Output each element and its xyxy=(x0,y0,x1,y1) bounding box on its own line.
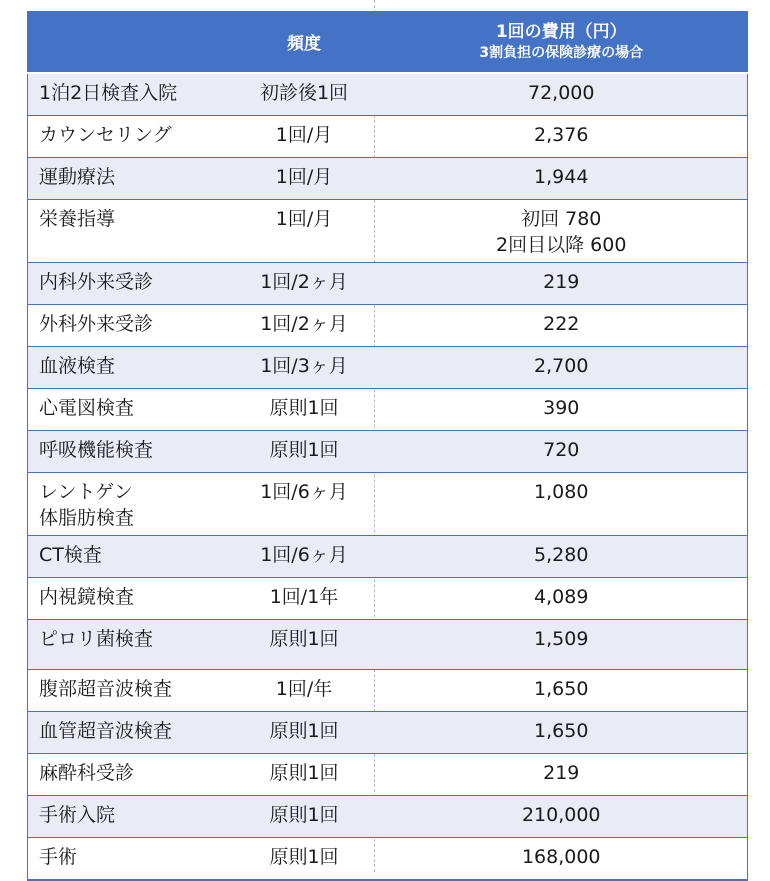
row-frequency: 原則1回 xyxy=(233,389,376,431)
header-cost-subtitle: 3割負担の保険診療の場合 xyxy=(479,44,644,61)
row-cost: 72,000 xyxy=(376,73,748,116)
table-row xyxy=(28,536,748,578)
row-name: ピロリ菌検査 xyxy=(28,620,233,670)
table-row xyxy=(28,620,748,670)
row-frequency: 原則1回 xyxy=(233,754,376,796)
row-frequency: 原則1回 xyxy=(233,431,376,473)
row-frequency: 1回/2ヶ月 xyxy=(233,305,376,347)
table-row xyxy=(28,389,748,431)
cost-table xyxy=(27,11,748,881)
row-cost: 1,650 xyxy=(376,712,748,754)
row-cost: 2,376 xyxy=(376,116,748,158)
row-cost: 4,089 xyxy=(376,578,748,620)
header-cost xyxy=(376,11,748,73)
row-cost: 210,000 xyxy=(376,796,748,838)
table-row xyxy=(28,305,748,347)
row-frequency: 1回/月 xyxy=(233,200,376,263)
row-cost xyxy=(376,200,748,263)
row-frequency: 1回/6ヶ月 xyxy=(233,536,376,578)
row-frequency: 1回/年 xyxy=(233,670,376,712)
row-frequency: 1回/2ヶ月 xyxy=(233,263,376,305)
row-frequency: 原則1回 xyxy=(233,712,376,754)
row-cost: 219 xyxy=(376,263,748,305)
row-frequency: 1回/月 xyxy=(233,158,376,200)
row-cost: 390 xyxy=(376,389,748,431)
row-frequency: 1回/1年 xyxy=(233,578,376,620)
header-name xyxy=(28,11,233,73)
row-cost: 2,700 xyxy=(376,347,748,389)
header-frequency xyxy=(233,11,376,73)
row-cost: 1,080 xyxy=(376,473,748,536)
header-frequency-label: 頻度 xyxy=(287,34,321,54)
row-name: 腹部超音波検査 xyxy=(28,670,233,712)
row-name: 麻酔科受診 xyxy=(28,754,233,796)
row-cost: 1,944 xyxy=(376,158,748,200)
table-row xyxy=(28,473,748,536)
row-name: 手術 xyxy=(28,838,233,881)
table-row xyxy=(28,73,748,116)
row-name: カウンセリング xyxy=(28,116,233,158)
row-cost: 1,650 xyxy=(376,670,748,712)
row-frequency: 原則1回 xyxy=(233,620,376,670)
header-cost-title: 1回の費用（円） xyxy=(495,21,627,42)
table-row xyxy=(28,431,748,473)
row-cost: 222 xyxy=(376,305,748,347)
table-row xyxy=(28,116,748,158)
row-cost: 720 xyxy=(376,431,748,473)
row-cost-line1: 初回 780 xyxy=(521,208,602,230)
table-row xyxy=(28,838,748,881)
row-cost-line2: 2回目以降 600 xyxy=(496,234,627,256)
table-row xyxy=(28,347,748,389)
table-row xyxy=(28,754,748,796)
row-name-line1: レントゲン xyxy=(39,481,133,503)
row-name xyxy=(28,473,233,536)
row-name: 内視鏡検査 xyxy=(28,578,233,620)
row-name: 血管超音波検査 xyxy=(28,712,233,754)
row-name: 内科外来受診 xyxy=(28,263,233,305)
row-name: 外科外来受診 xyxy=(28,305,233,347)
row-name: 栄養指導 xyxy=(28,200,233,263)
row-cost: 5,280 xyxy=(376,536,748,578)
row-name-line2: 体脂肪検査 xyxy=(39,507,135,529)
row-cost: 168,000 xyxy=(376,838,748,881)
table-row xyxy=(28,796,748,838)
table-row xyxy=(28,712,748,754)
row-name: 心電図検査 xyxy=(28,389,233,431)
table-row xyxy=(28,578,748,620)
row-name: 手術入院 xyxy=(28,796,233,838)
row-frequency: 1回/6ヶ月 xyxy=(233,473,376,536)
row-frequency: 1回/月 xyxy=(233,116,376,158)
row-frequency: 原則1回 xyxy=(233,796,376,838)
row-frequency: 初診後1回 xyxy=(233,73,376,116)
row-cost: 1,509 xyxy=(376,620,748,670)
row-name: 血液検査 xyxy=(28,347,233,389)
table-row xyxy=(28,670,748,712)
row-name: 運動療法 xyxy=(28,158,233,200)
row-name: 1泊2日検査入院 xyxy=(28,73,233,116)
row-name: CT検査 xyxy=(28,536,233,578)
row-cost: 219 xyxy=(376,754,748,796)
row-name: 呼吸機能検査 xyxy=(28,431,233,473)
table-row xyxy=(28,263,748,305)
table-header-row xyxy=(28,11,748,73)
row-frequency: 1回/3ヶ月 xyxy=(233,347,376,389)
table-row xyxy=(28,158,748,200)
row-frequency: 原則1回 xyxy=(233,838,376,881)
table-row xyxy=(28,200,748,263)
